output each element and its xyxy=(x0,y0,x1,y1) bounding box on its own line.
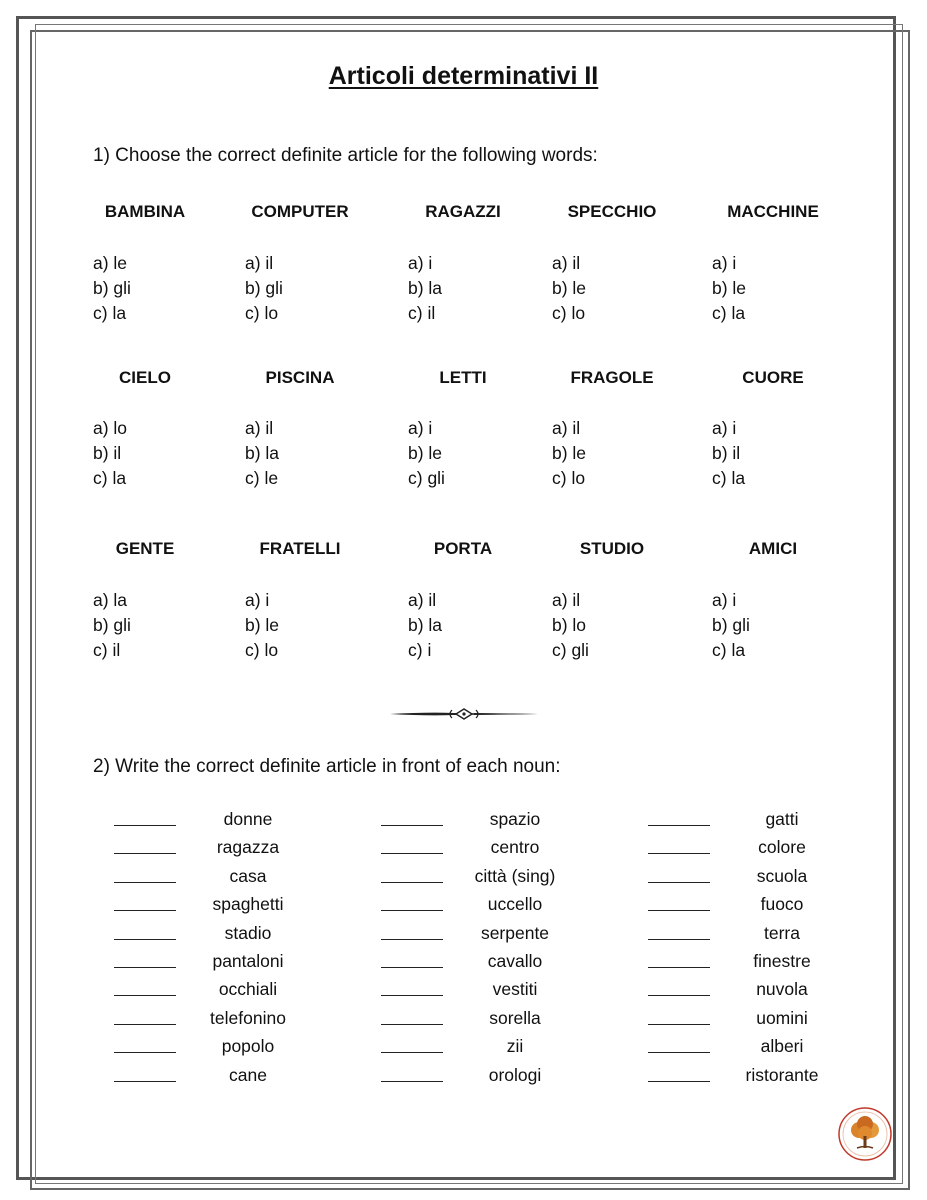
answer-options xyxy=(712,588,750,663)
answer-blank[interactable] xyxy=(648,910,710,911)
answer-blank[interactable] xyxy=(648,825,710,826)
answer-option[interactable]: b) gli xyxy=(93,615,131,635)
answer-option[interactable]: a) il xyxy=(552,418,581,438)
answer-option[interactable]: b) la xyxy=(245,443,280,463)
answer-option[interactable]: c) la xyxy=(712,303,746,323)
exercise-1-word: GENTE xyxy=(115,539,175,558)
answer-option[interactable]: c) i xyxy=(408,640,432,660)
answer-options xyxy=(408,588,442,663)
fill-in-row xyxy=(0,1008,927,1032)
answer-blank[interactable] xyxy=(648,853,710,854)
fill-in-row xyxy=(0,979,927,1003)
noun-label: sorella xyxy=(489,1007,541,1028)
exercise-1-word: CIELO xyxy=(119,368,171,387)
answer-option[interactable]: c) il xyxy=(408,303,436,323)
answer-option[interactable]: b) il xyxy=(712,443,741,463)
answer-option[interactable]: a) le xyxy=(93,253,128,273)
answer-option[interactable]: b) gli xyxy=(712,615,750,635)
answer-option[interactable]: b) le xyxy=(552,443,587,463)
answer-option[interactable]: b) le xyxy=(712,278,747,298)
fill-in-row xyxy=(0,1036,927,1060)
answer-option[interactable]: b) le xyxy=(552,278,587,298)
answer-blank[interactable] xyxy=(648,939,710,940)
exercise-1-word: LETTI xyxy=(439,368,487,387)
noun-label: uomini xyxy=(756,1007,808,1028)
noun-label: uccello xyxy=(487,894,543,915)
answer-option[interactable]: a) i xyxy=(245,590,270,610)
maple-tree-logo-icon xyxy=(837,1106,893,1162)
answer-options xyxy=(552,251,586,326)
noun-label: gatti xyxy=(765,809,799,829)
answer-option[interactable]: b) gli xyxy=(93,278,131,298)
answer-options xyxy=(712,416,745,491)
answer-blank[interactable] xyxy=(648,882,710,883)
answer-option[interactable]: c) gli xyxy=(408,468,445,488)
answer-options xyxy=(552,588,589,663)
noun-label: città (sing) xyxy=(474,865,556,886)
answer-option[interactable]: b) il xyxy=(93,443,122,463)
worksheet-title: Articoli determinativi II xyxy=(328,62,599,90)
noun-label: zii xyxy=(506,1036,524,1057)
answer-option[interactable]: a) il xyxy=(408,590,437,610)
noun-label: occhiali xyxy=(218,979,278,1000)
answer-options xyxy=(408,251,442,326)
exercise-1-word: MACCHINE xyxy=(727,202,819,221)
answer-option[interactable]: c) la xyxy=(93,468,127,488)
exercise-1-word: RAGAZZI xyxy=(425,202,501,221)
noun-label: spazio xyxy=(489,809,541,829)
answer-option[interactable]: a) i xyxy=(408,418,433,438)
noun-label: ragazza xyxy=(216,837,280,858)
answer-option[interactable]: a) il xyxy=(245,418,274,438)
answer-blank[interactable] xyxy=(648,995,710,996)
fill-in-row xyxy=(0,894,927,918)
exercise-1-word: COMPUTER xyxy=(251,202,349,221)
noun-label: fuoco xyxy=(760,894,804,915)
noun-label: nuvola xyxy=(756,979,808,1000)
answer-option[interactable]: a) i xyxy=(408,253,433,273)
answer-blank[interactable] xyxy=(648,967,710,968)
answer-option[interactable]: b) lo xyxy=(552,615,587,635)
answer-options xyxy=(93,416,127,491)
noun-label: telefonino xyxy=(210,1007,286,1028)
noun-label: casa xyxy=(229,865,267,886)
noun-label: cavallo xyxy=(487,951,543,971)
noun-label: ristorante xyxy=(745,1064,819,1085)
answer-options xyxy=(712,251,746,326)
answer-options xyxy=(93,251,131,326)
noun-label: colore xyxy=(758,837,806,858)
answer-options xyxy=(552,416,586,491)
answer-blank[interactable] xyxy=(648,1024,710,1025)
noun-label: popolo xyxy=(221,1036,275,1057)
noun-label: stadio xyxy=(224,922,272,943)
fill-in-row xyxy=(0,1065,927,1089)
answer-option[interactable]: a) il xyxy=(552,590,581,610)
fill-in-row xyxy=(0,866,927,890)
ornamental-divider xyxy=(390,706,538,722)
noun-label: alberi xyxy=(760,1036,804,1057)
answer-option[interactable]: a) i xyxy=(712,418,737,438)
answer-option[interactable]: c) lo xyxy=(245,640,279,660)
answer-blank[interactable] xyxy=(648,1081,710,1082)
answer-option[interactable]: c) gli xyxy=(552,640,589,660)
fill-in-row xyxy=(0,837,927,861)
exercise-1-word: FRATELLI xyxy=(259,539,341,558)
answer-option[interactable]: a) il xyxy=(552,253,581,273)
answer-option[interactable]: b) la xyxy=(408,615,443,635)
exercise-1-word: CUORE xyxy=(742,368,804,387)
noun-label: vestiti xyxy=(492,979,538,1000)
answer-option[interactable]: b) le xyxy=(245,615,280,635)
noun-label: scuola xyxy=(756,865,808,886)
answer-option[interactable]: c) la xyxy=(712,640,746,660)
answer-options xyxy=(408,416,445,491)
noun-label: orologi xyxy=(488,1064,542,1085)
exercise-1-word: FRAGOLE xyxy=(570,368,654,387)
answer-option[interactable]: a) i xyxy=(712,253,737,273)
answer-option[interactable]: c) lo xyxy=(552,303,586,323)
exercise-1-instruction: 1) Choose the correct definite article for the following words: xyxy=(93,145,598,166)
noun-label: finestre xyxy=(753,951,811,971)
answer-option[interactable]: c) la xyxy=(93,303,127,323)
answer-option[interactable]: b) la xyxy=(408,278,443,298)
exercise-1-word: PORTA xyxy=(433,539,493,558)
noun-label: spaghetti xyxy=(212,894,284,915)
exercise-1-word: SPECCHIO xyxy=(567,202,657,221)
answer-options xyxy=(93,588,131,663)
brand-logo xyxy=(837,1106,893,1162)
answer-option[interactable]: c) le xyxy=(245,468,279,488)
answer-option[interactable]: a) il xyxy=(245,253,274,273)
answer-option[interactable]: b) gli xyxy=(245,278,283,298)
answer-options xyxy=(245,251,283,326)
noun-label: cane xyxy=(229,1064,267,1085)
noun-label: pantaloni xyxy=(212,951,284,971)
answer-option[interactable]: a) i xyxy=(712,590,737,610)
answer-option[interactable]: b) le xyxy=(408,443,443,463)
answer-blank[interactable] xyxy=(648,1052,710,1053)
answer-option[interactable]: c) lo xyxy=(245,303,279,323)
fill-in-row xyxy=(0,951,927,975)
exercise-2-instruction: 2) Write the correct definite article in front of each noun: xyxy=(93,756,561,777)
fill-in-row xyxy=(0,923,927,947)
exercise-1-word: BAMBINA xyxy=(104,202,186,221)
answer-option[interactable]: c) la xyxy=(712,468,746,488)
noun-label: centro xyxy=(490,837,540,858)
answer-option[interactable]: c) lo xyxy=(552,468,586,488)
answer-option[interactable]: a) lo xyxy=(93,418,128,438)
exercise-1-word: STUDIO xyxy=(579,539,645,558)
exercise-1-word: PISCINA xyxy=(265,368,335,387)
fill-in-row xyxy=(0,809,927,833)
noun-label: terra xyxy=(764,922,800,943)
exercise-1-word: AMICI xyxy=(748,539,798,558)
answer-options xyxy=(245,588,279,663)
noun-label: serpente xyxy=(480,922,550,943)
answer-options xyxy=(245,416,279,491)
answer-option[interactable]: a) la xyxy=(93,590,128,610)
noun-label: donne xyxy=(223,809,273,829)
answer-option[interactable]: c) il xyxy=(93,640,121,660)
